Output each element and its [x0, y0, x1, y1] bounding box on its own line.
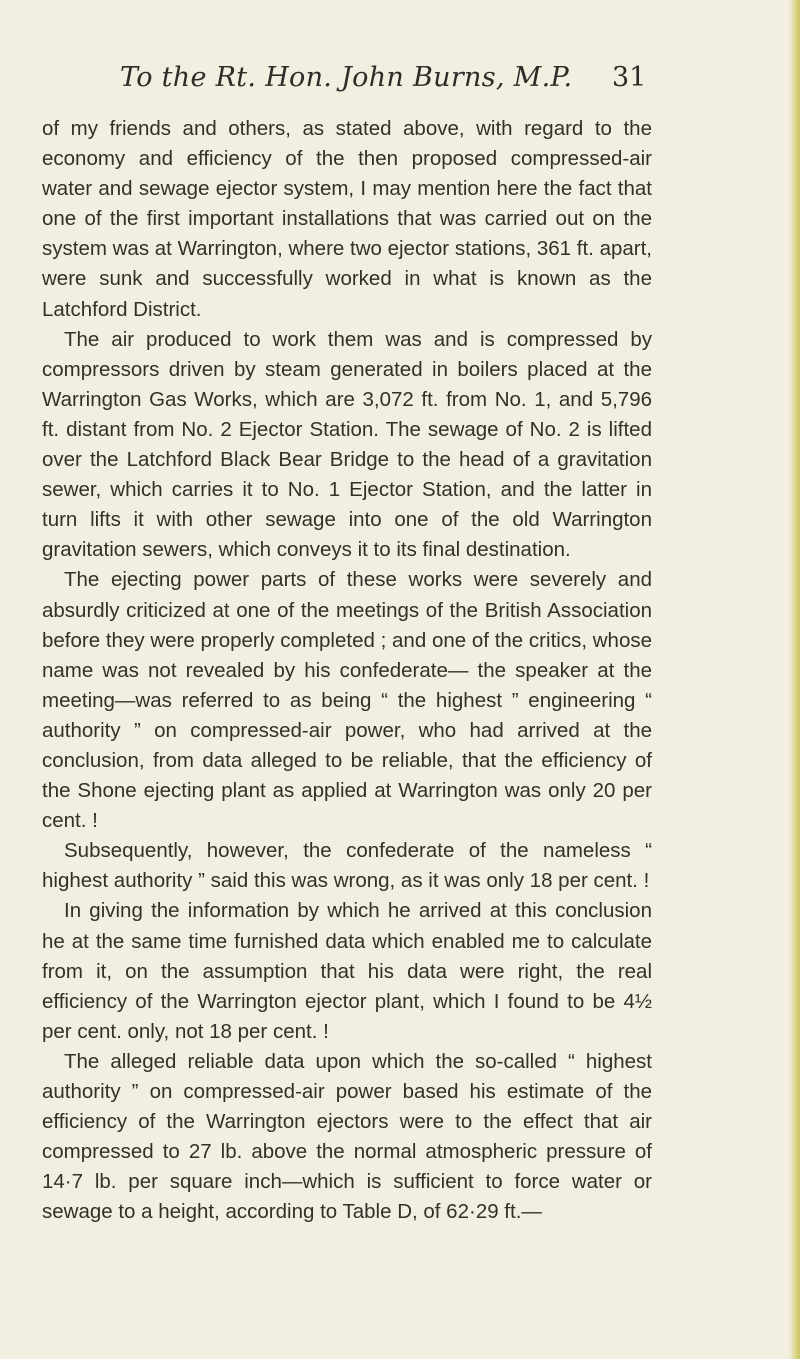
page-number: 31 — [612, 62, 647, 93]
paragraph-2: The air produced to work them was and is compressed by compressors driven by steam generated in boilers placed at the Warrington Gas Works, which are 3,072 ft. from No. 1, and 5,796 ft. distant from No. 2 Ejector Station. The sewage of No. 2 is lifted over the Latchford Black Bear Bridge to the head of a gravitation sewer, which carries it to No. 1 Ejector Station, and the latter in turn lifts it with other sewage into one of the old Warrington gravitation sewers, which conveys it to its final destination. — [42, 327, 652, 562]
paragraph-6: The alleged reliable data upon which the so-called “ highest authority ” on compressed-air power based his estimate of the efficiency of the Warrington ejectors were to the effect that air compressed to 27 lb. above the normal atmospheric pressure of 14·7 lb. per square inch—which is sufficient to force water or sewage to a height, according to Table D, of 62·29 ft.— — [42, 1049, 652, 1224]
paragraph-1: of my friends and others, as stated above, with regard to the economy and efficiency of the then proposed compressed-air water and sewage ejector system, I may mention here the fact that one of the first important installations that was carried out on the system was at Warrington, where two ejector stations, 361 ft. apart, were sunk and successfully worked in what is known as the Latchford District. — [42, 117, 652, 321]
body-text — [42, 114, 652, 1227]
paragraph-5: In giving the information by which he arrived at this conclusion he at the same time furnished data which enabled me to calculate from it, on the assumption that his data were right, the real efficiency of the Warrington ejector plant, which I found to be 4½ per cent. only, not 18 per cent. ! — [42, 899, 652, 1043]
running-head: To the Rt. Hon. John Burns, M.P. — [120, 62, 573, 93]
page-edge — [788, 0, 800, 1359]
paragraph-3: The ejecting power parts of these works were severely and absurdly criticized at one of the meetings of the British Association before they were properly completed ; and one of the critics, whose name was not revealed by his confederate— the speaker at the meeting—was referred to as being “ the highest ” engineering “ authority ” on compressed-air power, who had arrived at the conclusion, from data alleged to be reliable, that the efficiency of the Shone ejecting plant as applied at Warrington was only 20 per cent. ! — [42, 568, 652, 833]
paragraph-4: Subsequently, however, the confederate of the nameless “ highest authority ” said this was wrong, as it was only 18 per cent. ! — [42, 839, 652, 893]
page-header — [42, 58, 758, 98]
